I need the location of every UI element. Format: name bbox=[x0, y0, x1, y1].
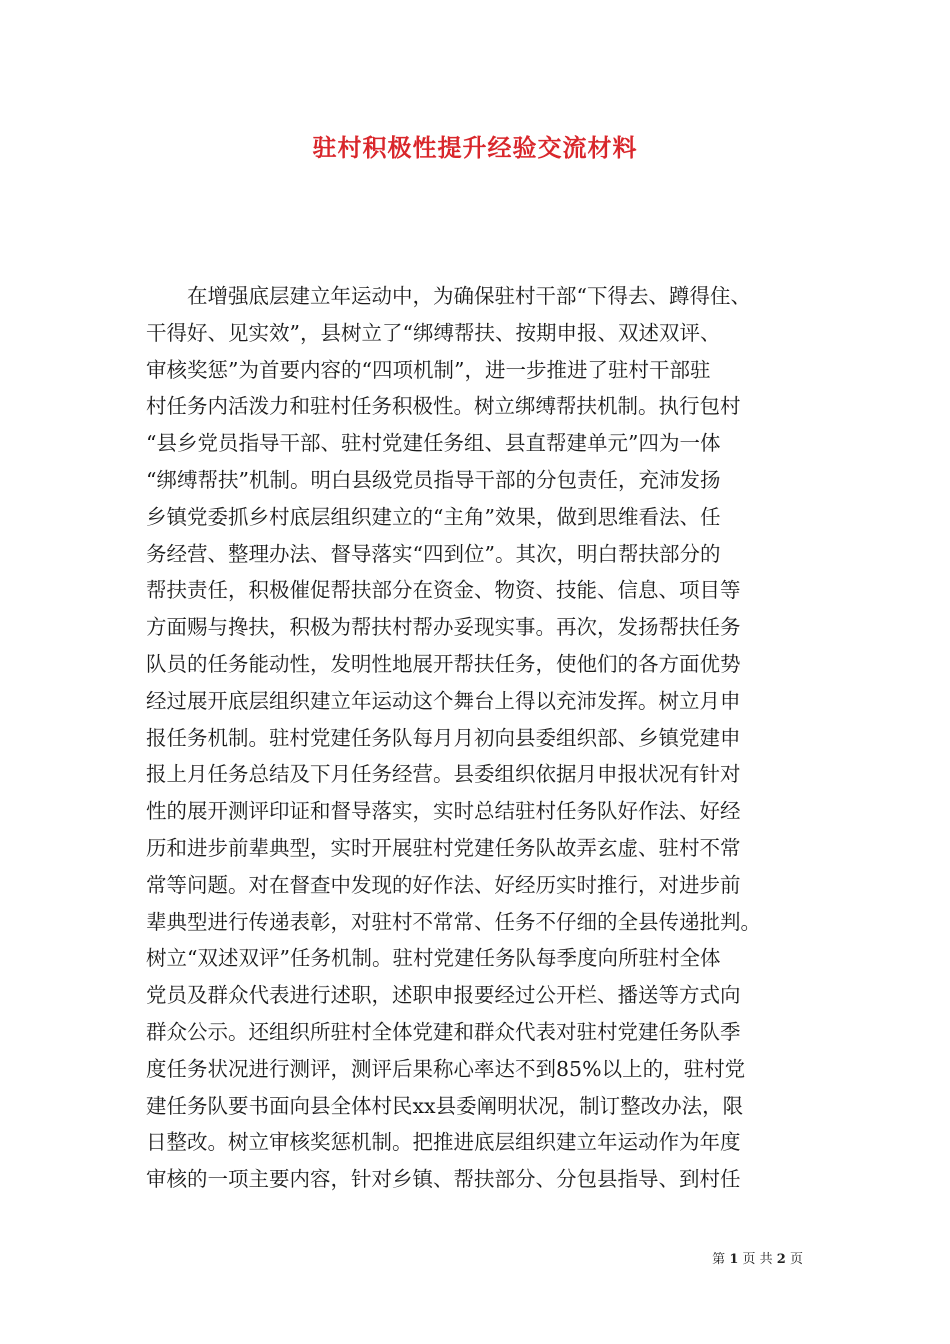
body-line: 性的展开测评印证和督导落实，实时总结驻村任务队好作法、好经 bbox=[146, 799, 741, 824]
footer-middle: 页 共 bbox=[742, 1252, 773, 1267]
body-line: 群众公示。还组织所驻村全体党建和群众代表对驻村党建任务队季 bbox=[146, 1019, 741, 1044]
body-line: 度任务状况进行测评，测评后果称心率达不到85%以上的，驻村党 bbox=[146, 1056, 746, 1081]
body-line: 辈典型进行传递表彰，对驻村不常常、任务不仔细的全县传递批判。 bbox=[146, 909, 761, 934]
body-line: “县乡党员指导干部、驻村党建任务组、县直帮建单元”四为一体 bbox=[146, 431, 721, 456]
body-line: 在增强底层建立年运动中，为确保驻村干部“下得去、蹲得住、 bbox=[187, 284, 751, 308]
body-line: 常等问题。对在督查中发现的好作法、好经历实时推行，对进步前 bbox=[146, 872, 741, 897]
body-line: 方面赐与搀扶，积极为帮扶村帮办妥现实事。再次，发扬帮扶任务 bbox=[146, 615, 741, 640]
total-pages-number: 2 bbox=[776, 1252, 786, 1267]
body-line: “绑缚帮扶”机制。明白县级党员指导干部的分包责任，充沛发扬 bbox=[146, 467, 721, 492]
body-line: 帮扶责任，积极催促帮扶部分在资金、物资、技能、信息、项目等 bbox=[146, 578, 741, 603]
body-line: 日整改。树立审核奖惩机制。把推进底层组织建立年运动作为年度 bbox=[146, 1130, 741, 1155]
body-line: 乡镇党委抓乡村底层组织建立的“主角”效果，做到思维看法、任 bbox=[146, 504, 721, 529]
body-line: 审核奖惩”为首要内容的“四项机制”，进一步推进了驻村干部驻 bbox=[146, 357, 711, 382]
body-line: 报上月任务总结及下月任务经营。县委组织依据月申报状况有针对 bbox=[146, 762, 741, 787]
body-line: 报任务机制。驻村党建任务队每月月初向县委组织部、乡镇党建申 bbox=[146, 725, 741, 750]
current-page-number: 1 bbox=[729, 1252, 739, 1267]
body-line: 干得好、见实效”，县树立了“绑缚帮扶、按期申报、双述双评、 bbox=[146, 320, 721, 345]
body-line: 历和进步前辈典型，实时开展驻村党建任务队故弄玄虚、驻村不常 bbox=[146, 835, 741, 860]
body-line: 经过展开底层组织建立年运动这个舞台上得以充沛发挥。树立月申 bbox=[146, 688, 741, 713]
body-line: 树立“双述双评”任务机制。驻村党建任务队每季度向所驻村全体 bbox=[146, 946, 721, 971]
footer-prefix: 第 bbox=[712, 1252, 726, 1267]
document-title: 驻村积极性提升经验交流材料 bbox=[312, 133, 638, 162]
body-line: 审核的一项主要内容，针对乡镇、帮扶部分、分包县指导、到村任 bbox=[146, 1167, 741, 1192]
body-line: 村任务内活泼力和驻村任务积极性。树立绑缚帮扶机制。执行包村 bbox=[146, 394, 741, 419]
body-line: 务经营、整理办法、督导落实“四到位”。其次，明白帮扶部分的 bbox=[146, 541, 721, 566]
document-body bbox=[146, 278, 810, 1198]
page-footer bbox=[712, 1251, 803, 1269]
body-line: 建任务队要书面向县全体村民xx县委阐明状况，制订整改办法，限 bbox=[146, 1093, 744, 1118]
body-line: 党员及群众代表进行述职，述职申报要经过公开栏、播送等方式向 bbox=[146, 983, 741, 1008]
footer-suffix: 页 bbox=[789, 1252, 803, 1267]
body-line: 队员的任务能动性，发明性地展开帮扶任务，使他们的各方面优势 bbox=[146, 651, 741, 676]
